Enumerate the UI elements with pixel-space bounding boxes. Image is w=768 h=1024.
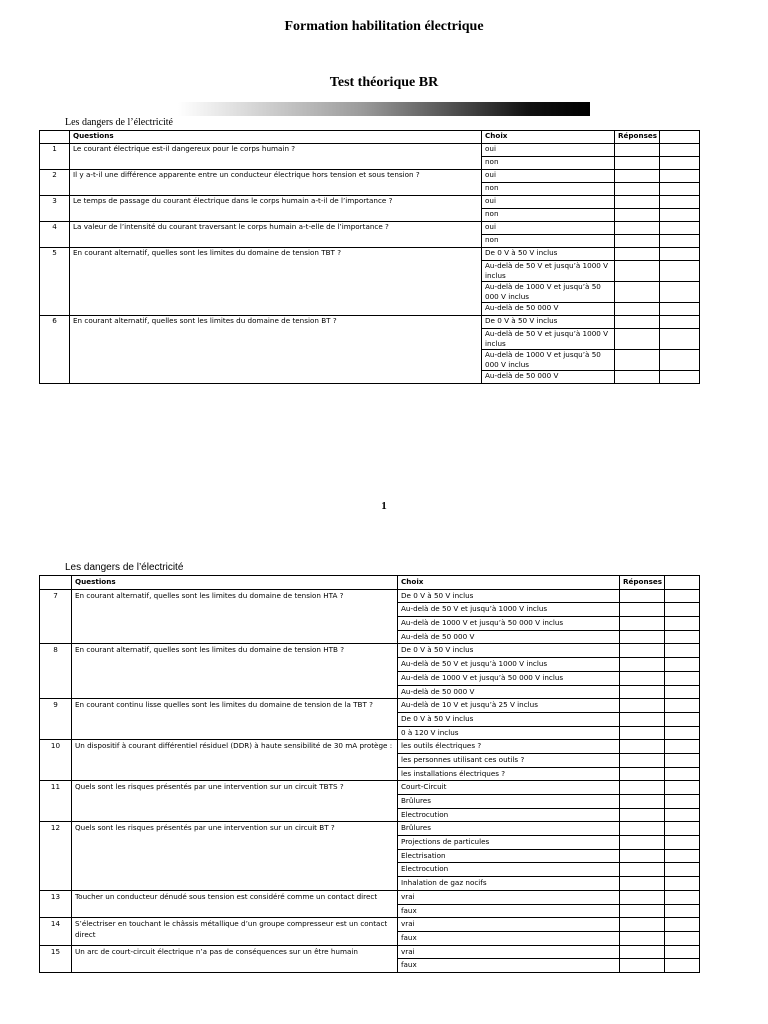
answer-cell[interactable] (620, 767, 665, 781)
question-number: 15 (40, 945, 72, 972)
extra-cell (660, 196, 700, 209)
extra-cell (665, 945, 700, 959)
question-number: 14 (40, 918, 72, 945)
answer-cell[interactable] (620, 630, 665, 644)
answer-cell[interactable] (615, 303, 660, 316)
extra-cell (665, 863, 700, 877)
question-text: En courant alternatif, quelles sont les limites du domaine de tension HTA ? (72, 589, 398, 644)
question-text: Quels sont les risques présentés par une intervention sur un circuit TBTS ? (72, 781, 398, 822)
page-number: 1 (381, 500, 387, 512)
answer-cell[interactable] (620, 658, 665, 672)
table-row (40, 644, 700, 658)
choice-option: Au-delà de 50 000 V (482, 303, 615, 316)
extra-cell (665, 740, 700, 754)
extra-cell (665, 849, 700, 863)
header-choix: Choix (482, 131, 615, 144)
choice-option: De 0 V à 50 V inclus (398, 589, 620, 603)
answer-cell[interactable] (615, 235, 660, 248)
answer-cell[interactable] (615, 183, 660, 196)
answer-cell[interactable] (615, 329, 660, 350)
choice-option: oui (482, 222, 615, 235)
answer-cell[interactable] (620, 781, 665, 795)
question-number: 8 (40, 644, 72, 699)
choice-option: De 0 V à 50 V inclus (482, 248, 615, 261)
table-row (40, 248, 700, 261)
choice-option: non (482, 157, 615, 170)
answer-cell[interactable] (615, 222, 660, 235)
choice-option: Au-delà de 50 000 V (398, 685, 620, 699)
answer-cell[interactable] (615, 157, 660, 170)
choice-option: faux (398, 904, 620, 918)
choice-option: Court-Circuit (398, 781, 620, 795)
answer-cell[interactable] (615, 350, 660, 371)
choice-option: De 0 V à 50 V inclus (482, 316, 615, 329)
extra-cell (665, 808, 700, 822)
choice-option: Au-delà de 10 V et jusqu’à 25 V inclus (398, 699, 620, 713)
extra-cell (665, 918, 700, 932)
section-title: Les dangers de l’électricité (65, 117, 173, 128)
question-text: Il y a-t-il une différence apparente entre un conducteur électrique hors tension et sous tension ? (70, 170, 482, 196)
question-text: Le temps de passage du courant électrique dans le corps humain a-t-il de l’importance ? (70, 196, 482, 222)
answer-cell[interactable] (620, 849, 665, 863)
choice-option: Au-delà de 50 V et jusqu’à 1000 V inclus (482, 329, 615, 350)
answer-cell[interactable] (620, 795, 665, 809)
extra-cell (660, 303, 700, 316)
choice-option: Au-delà de 50 V et jusqu’à 1000 V inclus (398, 603, 620, 617)
choice-option: oui (482, 196, 615, 209)
answer-cell[interactable] (620, 822, 665, 836)
extra-cell (665, 671, 700, 685)
header-reponses: Réponses (620, 576, 665, 590)
extra-cell (660, 183, 700, 196)
table-row (40, 196, 700, 209)
choice-option: les installations électriques ? (398, 767, 620, 781)
table-row (40, 822, 700, 836)
questions-table-2 (39, 575, 700, 973)
question-number: 1 (40, 144, 70, 170)
answer-cell[interactable] (620, 890, 665, 904)
question-text: En courant alternatif, quelles sont les limites du domaine de tension TBT ? (70, 248, 482, 316)
choice-option: Au-delà de 1000 V et jusqu’à 50 000 V inclus (482, 282, 615, 303)
answer-cell[interactable] (620, 904, 665, 918)
choice-option: oui (482, 144, 615, 157)
extra-cell (665, 836, 700, 850)
questions-table-1 (39, 130, 700, 384)
extra-cell (665, 603, 700, 617)
extra-cell (665, 726, 700, 740)
answer-cell[interactable] (620, 918, 665, 932)
answer-cell[interactable] (620, 712, 665, 726)
choice-option: Au-delà de 50 V et jusqu’à 1000 V inclus (398, 658, 620, 672)
extra-cell (660, 329, 700, 350)
extra-cell (665, 795, 700, 809)
answer-cell[interactable] (620, 699, 665, 713)
section-title: Les dangers de l’électricité (65, 562, 184, 573)
question-text: S’électriser en touchant le châssis métallique d’un groupe compresseur est un contact direct (72, 918, 398, 945)
choice-option: non (482, 235, 615, 248)
table-row (40, 918, 700, 932)
answer-cell[interactable] (615, 170, 660, 183)
answer-cell[interactable] (615, 196, 660, 209)
question-number: 4 (40, 222, 70, 248)
choice-option: Au-delà de 1000 V et jusqu’à 50 000 V inclus (482, 350, 615, 371)
answer-cell[interactable] (615, 371, 660, 384)
question-number: 13 (40, 890, 72, 917)
table-header-row (40, 576, 700, 590)
choice-option: vrai (398, 945, 620, 959)
choice-option: faux (398, 959, 620, 973)
table-row (40, 144, 700, 157)
answer-cell[interactable] (620, 863, 665, 877)
choice-option: Electrisation (398, 849, 620, 863)
choice-option: Au-delà de 50 000 V (482, 371, 615, 384)
extra-cell (660, 371, 700, 384)
extra-cell (665, 959, 700, 973)
question-text: Quels sont les risques présentés par une intervention sur un circuit BT ? (72, 822, 398, 890)
answer-cell[interactable] (620, 808, 665, 822)
table-row (40, 945, 700, 959)
header-questions: Questions (70, 131, 482, 144)
table-row (40, 781, 700, 795)
choice-option: Au-delà de 1000 V et jusqu’à 50 000 V inclus (398, 617, 620, 631)
question-text: La valeur de l’intensité du courant traversant le corps humain a-t-elle de l’importance ? (70, 222, 482, 248)
header-questions: Questions (72, 576, 398, 590)
question-number: 3 (40, 196, 70, 222)
choice-option: Brûlures (398, 795, 620, 809)
question-text: Un dispositif à courant différentiel résiduel (DDR) à haute sensibilité de 30 mA protège : (72, 740, 398, 781)
answer-cell[interactable] (615, 316, 660, 329)
question-text: En courant alternatif, quelles sont les limites du domaine de tension BT ? (70, 316, 482, 384)
extra-cell (665, 904, 700, 918)
extra-cell (665, 781, 700, 795)
answer-cell[interactable] (620, 726, 665, 740)
question-text: En courant continu lisse quelles sont les limites du domaine de tension de la TBT ? (72, 699, 398, 740)
answer-cell[interactable] (620, 753, 665, 767)
question-text: Un arc de court-circuit électrique n’a pas de conséquences sur un être humain (72, 945, 398, 972)
choice-option: De 0 V à 50 V inclus (398, 712, 620, 726)
answer-cell[interactable] (620, 740, 665, 754)
extra-cell (665, 658, 700, 672)
extra-cell (665, 712, 700, 726)
header-cell-extra (660, 131, 700, 144)
extra-cell (665, 753, 700, 767)
extra-cell (665, 931, 700, 945)
extra-cell (660, 248, 700, 261)
answer-cell[interactable] (615, 282, 660, 303)
table-row (40, 890, 700, 904)
answer-cell[interactable] (620, 685, 665, 699)
answer-cell[interactable] (615, 248, 660, 261)
extra-cell (660, 170, 700, 183)
document-title: Formation habilitation électrique (284, 19, 484, 34)
table-row (40, 222, 700, 235)
question-number: 9 (40, 699, 72, 740)
extra-cell (665, 822, 700, 836)
question-number: 2 (40, 170, 70, 196)
extra-cell (665, 644, 700, 658)
extra-cell (665, 685, 700, 699)
extra-cell (660, 350, 700, 371)
extra-cell (660, 144, 700, 157)
choice-option: Projections de particules (398, 836, 620, 850)
answer-cell[interactable] (620, 644, 665, 658)
question-number: 5 (40, 248, 70, 316)
extra-cell (665, 890, 700, 904)
question-number: 11 (40, 781, 72, 822)
choice-option: oui (482, 170, 615, 183)
answer-cell[interactable] (615, 144, 660, 157)
extra-cell (660, 282, 700, 303)
extra-cell (665, 589, 700, 603)
choice-option: vrai (398, 890, 620, 904)
choice-option: Au-delà de 50 V et jusqu’à 1000 V inclus (482, 261, 615, 282)
choice-option: non (482, 209, 615, 222)
extra-cell (665, 630, 700, 644)
answer-cell[interactable] (620, 603, 665, 617)
extra-cell (660, 316, 700, 329)
choice-option: les outils électriques ? (398, 740, 620, 754)
extra-cell (665, 699, 700, 713)
question-number: 12 (40, 822, 72, 890)
choice-option: Electrocution (398, 863, 620, 877)
extra-cell (665, 877, 700, 891)
question-number: 6 (40, 316, 70, 384)
question-number: 10 (40, 740, 72, 781)
table-row (40, 589, 700, 603)
answer-cell[interactable] (615, 209, 660, 222)
extra-cell (660, 235, 700, 248)
answer-cell[interactable] (620, 877, 665, 891)
choice-option: Au-delà de 1000 V et jusqu’à 50 000 V inclus (398, 671, 620, 685)
table-row (40, 699, 700, 713)
choice-option: les personnes utilisant ces outils ? (398, 753, 620, 767)
test-title: Test théorique BR (329, 75, 439, 90)
header-choix: Choix (398, 576, 620, 590)
choice-option: Inhalation de gaz nocifs (398, 877, 620, 891)
choice-option: Electrocution (398, 808, 620, 822)
gradient-bar (178, 102, 590, 116)
extra-cell (665, 767, 700, 781)
answer-cell[interactable] (620, 617, 665, 631)
choice-option: non (482, 183, 615, 196)
extra-cell (660, 157, 700, 170)
choice-option: Brûlures (398, 822, 620, 836)
choice-option: faux (398, 931, 620, 945)
extra-cell (660, 222, 700, 235)
answer-cell[interactable] (615, 261, 660, 282)
answer-cell[interactable] (620, 671, 665, 685)
question-text: Toucher un conducteur dénudé sous tension est considéré comme un contact direct (72, 890, 398, 917)
question-text: Le courant électrique est-il dangereux pour le corps humain ? (70, 144, 482, 170)
table-row (40, 740, 700, 754)
extra-cell (660, 261, 700, 282)
header-cell-num (40, 131, 70, 144)
extra-cell (665, 617, 700, 631)
header-reponses: Réponses (615, 131, 660, 144)
choice-option: De 0 V à 50 V inclus (398, 644, 620, 658)
answer-cell[interactable] (620, 931, 665, 945)
question-text: En courant alternatif, quelles sont les limites du domaine de tension HTB ? (72, 644, 398, 699)
header-cell-num (40, 576, 72, 590)
choice-option: Au-delà de 50 000 V (398, 630, 620, 644)
choice-option: 0 à 120 V inclus (398, 726, 620, 740)
header-cell-extra (665, 576, 700, 590)
table-row (40, 316, 700, 329)
question-number: 7 (40, 589, 72, 644)
answer-cell[interactable] (620, 945, 665, 959)
table-row (40, 170, 700, 183)
answer-cell[interactable] (620, 959, 665, 973)
extra-cell (660, 209, 700, 222)
answer-cell[interactable] (620, 836, 665, 850)
table-header-row (40, 131, 700, 144)
choice-option: vrai (398, 918, 620, 932)
answer-cell[interactable] (620, 589, 665, 603)
